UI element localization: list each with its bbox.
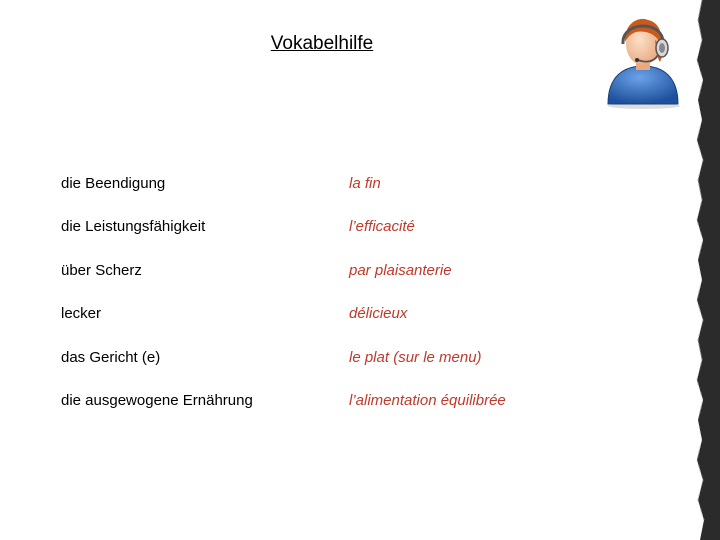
german-term: die Leistungsfähigkeit: [61, 218, 206, 236]
vocabulary-list: [61, 175, 621, 435]
torn-edge-decoration: [686, 0, 720, 540]
vocabulary-row: [61, 175, 621, 218]
german-term: über Scherz: [61, 261, 142, 279]
vocabulary-row: [61, 392, 621, 435]
french-translation: par plaisanterie: [349, 261, 452, 279]
slide-title: Vokabelhilfe: [270, 33, 374, 54]
german-term: lecker: [61, 305, 102, 323]
french-translation: délicieux: [349, 305, 408, 323]
german-term: die ausgewogene Ernährung: [61, 391, 253, 409]
french-translation: la fin: [349, 175, 381, 192]
french-translation: l’efficacité: [349, 218, 415, 236]
headset-person-icon: [598, 10, 688, 110]
vocabulary-row: [61, 305, 621, 348]
german-term: die Beendigung: [61, 175, 166, 192]
vocabulary-row: [61, 262, 621, 305]
vocabulary-row: [61, 349, 621, 392]
vocabulary-row: [61, 218, 621, 261]
french-translation: l’alimentation équilibrée: [349, 391, 506, 409]
german-term: das Gericht (e): [61, 348, 161, 366]
french-translation: le plat (sur le menu): [349, 348, 482, 366]
